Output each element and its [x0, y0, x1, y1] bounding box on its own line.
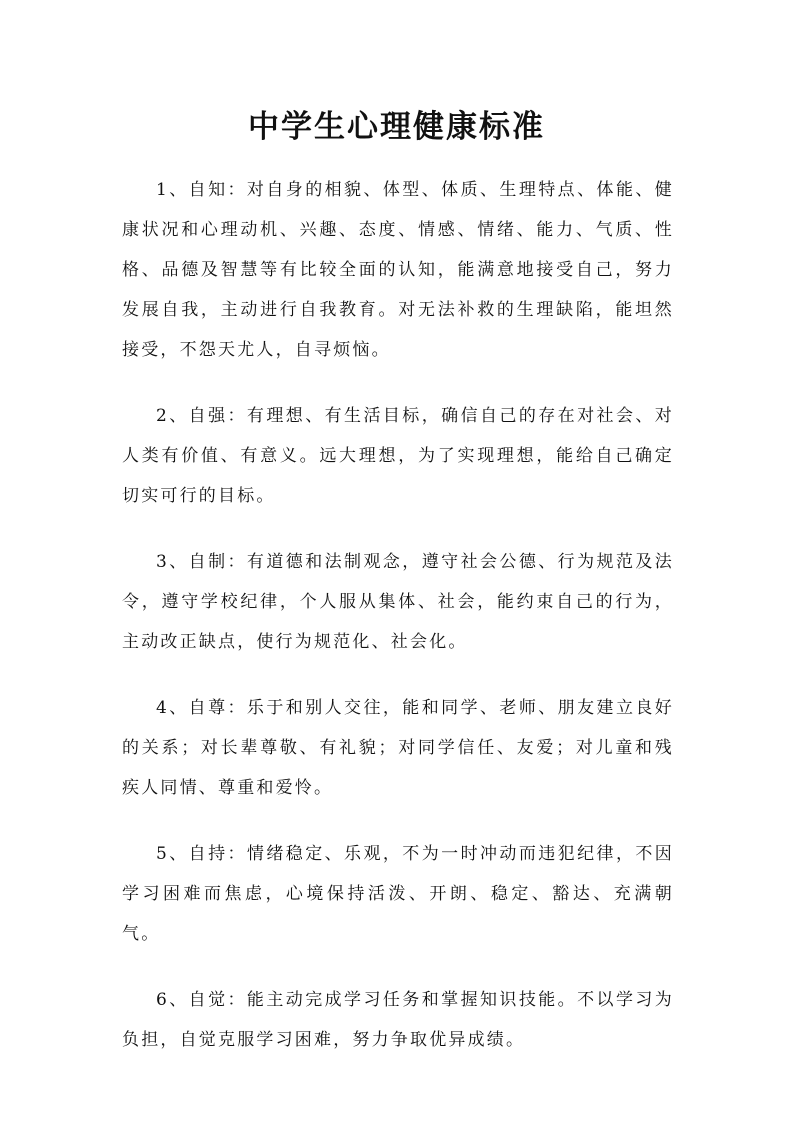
- paragraph-self-composure: 5、自持：情绪稳定、乐观，不为一时冲动而违犯纪律，不因学习困难而焦虑，心境保持活泼、开朗、稳定、豁达、充满朝气。: [122, 844, 674, 944]
- paragraph-self-respect: 4、自尊：乐于和别人交往，能和同学、老师、朋友建立良好的关系；对长辈尊敬、有礼貌；对同学信任、友爱；对儿童和残疾人同情、尊重和爱怜。: [122, 698, 674, 798]
- document-body: [122, 170, 674, 1086]
- paragraph-self-consciousness: 6、自觉：能主动完成学习任务和掌握知识技能。不以学习为负担，自觉克服学习困难，努力争取优异成绩。: [122, 990, 674, 1050]
- paragraph-self-strength: 2、自强：有理想、有生活目标，确信自己的存在对社会、对人类有价值、有意义。远大理想，为了实现理想，能给自己确定切实可行的目标。: [122, 406, 674, 506]
- paragraph-self-control: 3、自制：有道德和法制观念，遵守社会公德、行为规范及法令，遵守学校纪律，个人服从集体、社会，能约束自己的行为，主动改正缺点，使行为规范化、社会化。: [122, 552, 674, 652]
- page-title: 中学生心理健康标准: [248, 109, 545, 145]
- paragraph-self-knowledge: 1、自知：对自身的相貌、体型、体质、生理特点、体能、健康状况和心理动机、兴趣、态度、情感、情绪、能力、气质、性格、品德及智慧等有比较全面的认知，能满意地接受自己，努力发展自我，主动进行自我教育。对无法补救的生理缺陷，能坦然接受，不怨天尤人，自寻烦恼。: [122, 180, 674, 360]
